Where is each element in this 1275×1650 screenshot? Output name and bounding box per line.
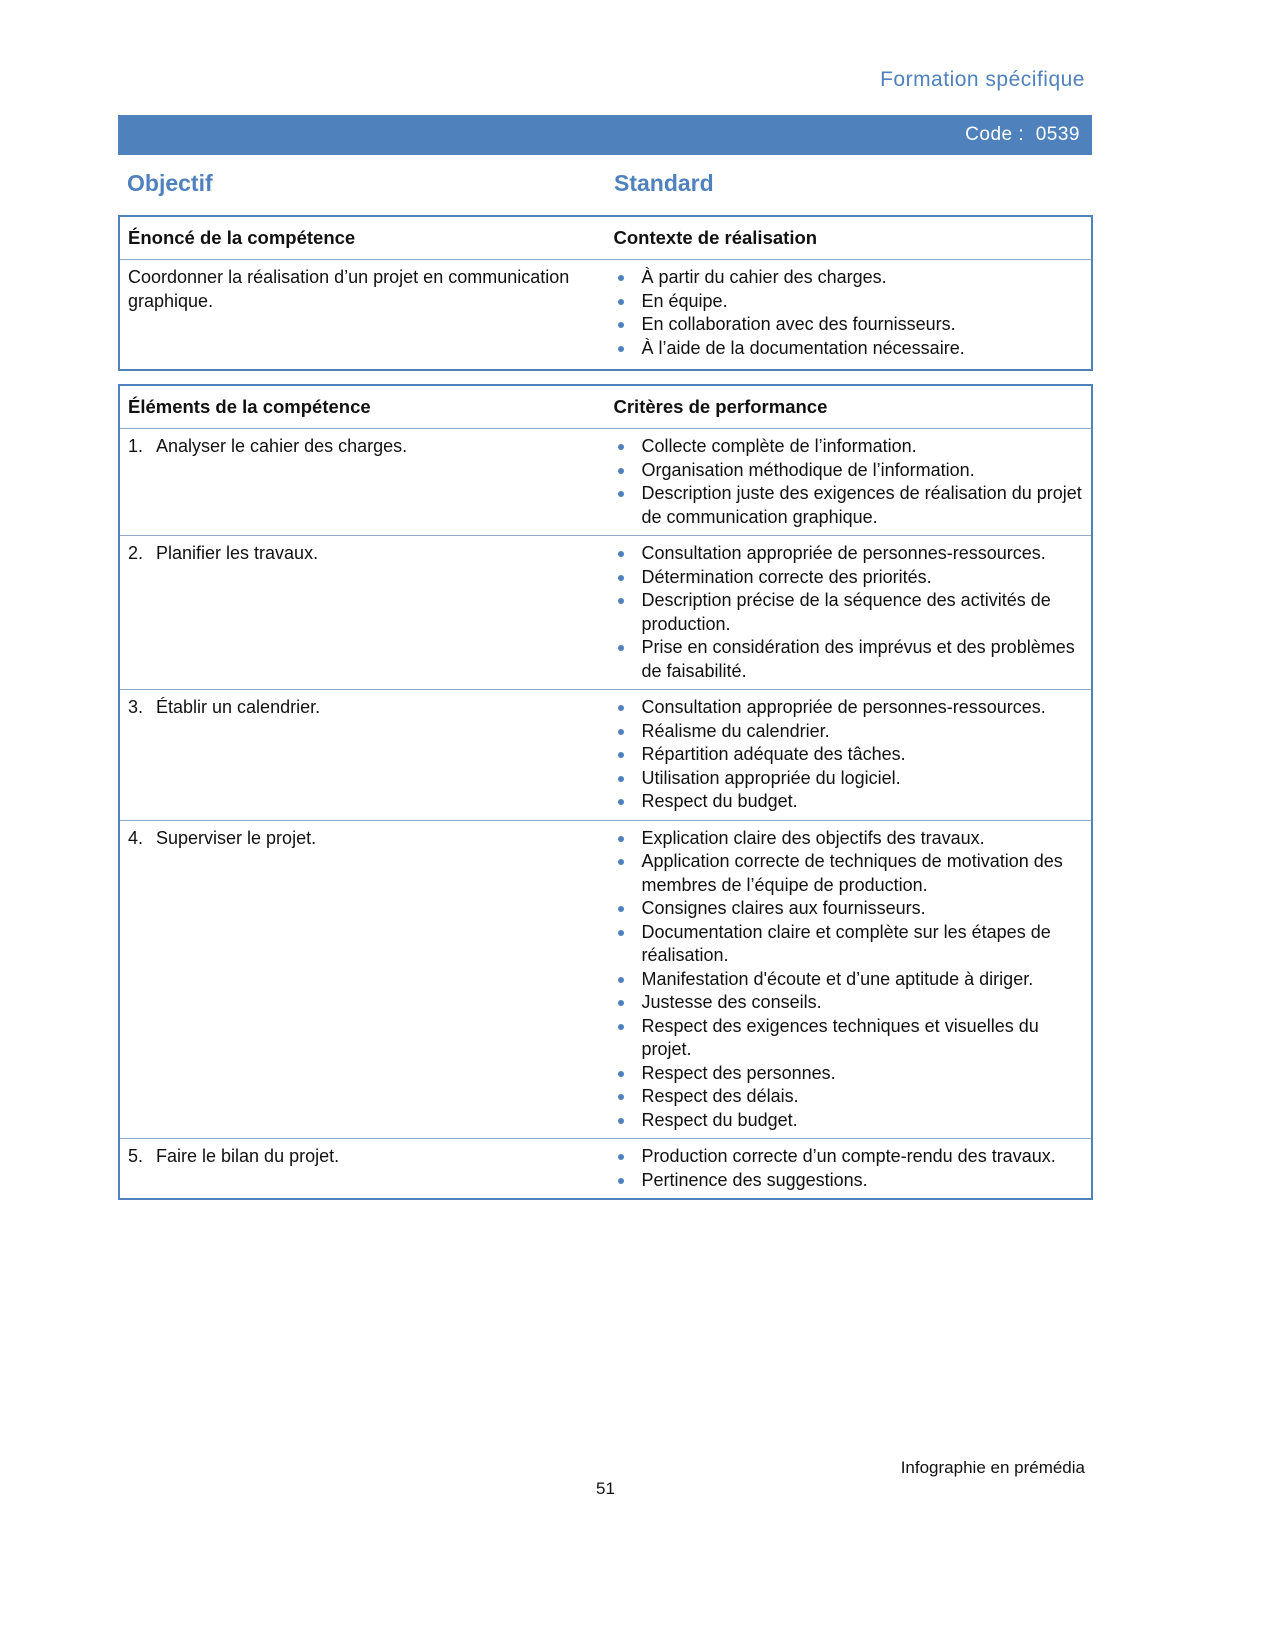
critere-item: Détermination correcte des priorités.	[638, 566, 1084, 590]
table-row	[119, 1139, 1092, 1200]
contexte-item: En collaboration avec des fournisseurs.	[638, 313, 1084, 337]
element-number: 2.	[128, 543, 144, 563]
critere-item: Consignes claires aux fournisseurs.	[638, 897, 1084, 921]
critere-item: Production correcte d’un compte-rendu des travaux.	[638, 1145, 1084, 1169]
critere-item: Consultation appropriée de personnes-ressources.	[638, 542, 1084, 566]
critere-item: Application correcte de techniques de motivation des membres de l’équipe de production.	[638, 850, 1084, 897]
critere-item: Respect du budget.	[638, 1109, 1084, 1133]
contexte-item: À l’aide de la documentation nécessaire.	[638, 337, 1084, 361]
critere-item: Répartition adéquate des tâches.	[638, 743, 1084, 767]
critere-item: Utilisation appropriée du logiciel.	[638, 767, 1084, 791]
criteres-list	[614, 1145, 1084, 1192]
code-value: 0539	[1035, 124, 1080, 145]
critere-item: Pertinence des suggestions.	[638, 1169, 1084, 1193]
critere-item: Collecte complète de l’information.	[638, 435, 1084, 459]
code-label: Code :	[965, 124, 1025, 145]
critere-item: Respect des délais.	[638, 1085, 1084, 1109]
col-header-contexte: Contexte de réalisation	[613, 227, 818, 248]
table-row	[119, 429, 1092, 536]
criteres-list	[614, 542, 1084, 683]
element-number: 5.	[128, 1146, 144, 1166]
critere-item: Consultation appropriée de personnes-ressources.	[638, 696, 1084, 720]
critere-item: Justesse des conseils.	[638, 991, 1084, 1015]
critere-item: Organisation méthodique de l’information.	[638, 459, 1084, 483]
element-text: Établir un calendrier.	[156, 697, 321, 717]
element-text: Analyser le cahier des charges.	[156, 436, 408, 456]
element-text: Faire le bilan du projet.	[156, 1146, 340, 1166]
header-title: Formation spécifique	[880, 68, 1085, 91]
table-row	[119, 690, 1092, 821]
critere-item: Respect du budget.	[638, 790, 1084, 814]
section-standard: Standard	[614, 170, 714, 196]
critere-item: Explication claire des objectifs des travaux.	[638, 827, 1084, 851]
element-number: 3.	[128, 697, 144, 717]
col-header-elements: Éléments de la compétence	[128, 396, 371, 417]
critere-item: Respect des exigences techniques et visuelles du projet.	[638, 1015, 1084, 1062]
critere-item: Documentation claire et complète sur les étapes de réalisation.	[638, 921, 1084, 968]
contexte-item: À partir du cahier des charges.	[638, 266, 1084, 290]
critere-item: Réalisme du calendrier.	[638, 720, 1084, 744]
critere-item: Description juste des exigences de réalisation du projet de communication graphique.	[638, 482, 1084, 529]
page-number: 51	[596, 1479, 615, 1498]
table-row	[119, 820, 1092, 1139]
critere-item: Respect des personnes.	[638, 1062, 1084, 1086]
contexte-list	[614, 266, 1084, 360]
criteres-list	[614, 696, 1084, 814]
critere-item: Prise en considération des imprévus et des problèmes de faisabilité.	[638, 636, 1084, 683]
table-row	[119, 536, 1092, 690]
footer-program: Infographie en prémédia	[900, 1458, 1085, 1477]
code-band	[118, 115, 1092, 155]
code-text	[965, 124, 1080, 146]
col-header-criteres: Critères de performance	[613, 396, 828, 417]
element-text: Planifier les travaux.	[156, 543, 319, 563]
enonce-text: Coordonner la réalisation d’un projet en communication graphique.	[119, 260, 606, 370]
critere-item: Description précise de la séquence des activités de production.	[638, 589, 1084, 636]
element-number: 1.	[128, 436, 144, 456]
critere-item: Manifestation d'écoute et d’une aptitude à diriger.	[638, 968, 1084, 992]
contexte-item: En équipe.	[638, 290, 1084, 314]
criteres-list	[614, 827, 1084, 1133]
criteres-list	[614, 435, 1084, 529]
element-text: Superviser le projet.	[156, 827, 317, 848]
element-number: 4.	[128, 827, 144, 848]
col-header-enonce: Énoncé de la compétence	[128, 227, 356, 248]
competence-table	[118, 215, 1093, 371]
elements-table	[118, 384, 1093, 1200]
section-objectif: Objectif	[127, 170, 213, 196]
